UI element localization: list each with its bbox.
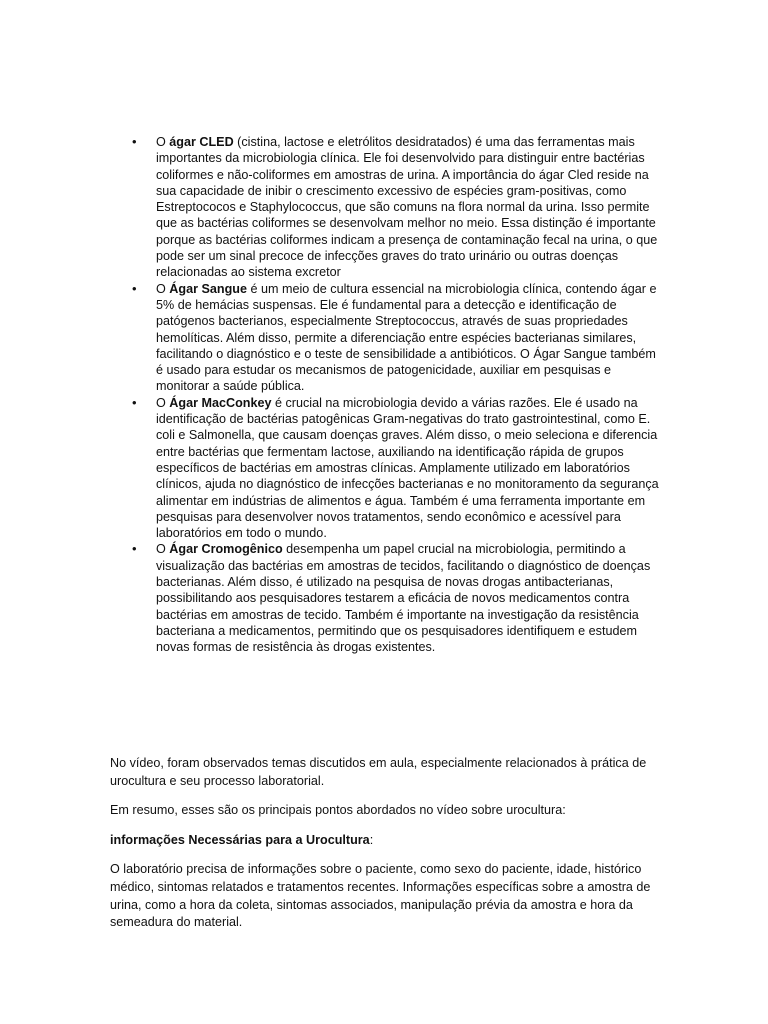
item-description: desempenha um papel crucial na microbiologia, permitindo a visualização das bactérias em amostras de tecidos, facilitando o diagnóstico de doenças bacterianas. Além disso, é utilizado na pesquisa de novas drogas antibacterianas, possibilitando aos pesquisadores testarem a eficácia de novos medicamentos contra bactérias em amostras de tecido. Também é importante na investigação da resistência bacteriana a medicamentos, permitindo que os pesquisadores identifiquem e estudem novas formas de resistência às drogas existentes. (156, 542, 651, 655)
culture-media-list (130, 134, 660, 656)
item-term: Ágar Cromogênico (169, 542, 283, 557)
item-prefix: O (156, 281, 170, 296)
section-heading-text: informações Necessárias para a Urocultura (110, 832, 370, 847)
item-term: Ágar MacConkey (169, 395, 272, 410)
item-prefix: O (156, 542, 170, 557)
lower-text-section (110, 755, 660, 944)
list-item-sangue (130, 281, 660, 395)
bullet-icon: • (132, 280, 137, 296)
paragraph-info: O laboratório precisa de informações sobre o paciente, como sexo do paciente, idade, histórico médico, sintomas relatados e tratamentos recentes. Informações específicas sobre a amostra de urina, como a hora da coleta, sintomas associados, manipulação prévia da amostra e hora da semeadura do material. (110, 862, 651, 930)
bullet-icon: • (132, 541, 137, 557)
item-prefix: O (156, 135, 170, 149)
section-heading-colon: : (369, 832, 374, 847)
paragraph-summary: Em resumo, esses são os principais pontos abordados no vídeo sobre urocultura: (110, 803, 566, 818)
item-description: é crucial na microbiologia devido a várias razões. Ele é usado na identificação de bactérias patogênicas Gram-negativas do trato gastrointestinal, como E. coli e Salmonella, que causam doenças graves. Além disso, o meio seleciona e diferencia entre bactérias que fermentam lactose, auxiliando na identificação rápida de grupos específicos de bactérias em amostras clínicas. Amplamente utilizado em laboratórios clínicos, ajuda no diagnóstico de infecções bacterianas e no monitoramento da segurança alimentar em indústrias de alimentos e água. Também é uma ferramenta importante em pesquisas para desenvolver novos tratamentos, sendo econômico e acessível para laboratórios em todo o mundo. (156, 395, 659, 541)
bullet-icon: • (132, 394, 137, 410)
item-description: é um meio de cultura essencial na microbiologia clínica, contendo ágar e 5% de hemácias suspensas. Ele é fundamental para a detecção e identificação de patógenos bacterianos, especialmente Streptococcus, através de suas propriedades hemolíticas. Além disso, permite a diferenciação entre espécies bacterianas similares, facilitando o diagnóstico e o teste de sensibilidade a antibióticos. O Ágar Sangue também é usado para estudar os mecanismos de patogenicidade, auxiliar em pesquisas e monitorar a saúde pública. (156, 281, 657, 394)
section-heading (110, 832, 660, 850)
list-item-cromogenico (130, 541, 660, 655)
list-item-macconkey (130, 395, 660, 542)
item-term: Ágar Sangue (169, 281, 247, 296)
item-term: ágar CLED (169, 135, 234, 149)
bullet-icon: • (132, 134, 137, 149)
item-prefix: O (156, 395, 170, 410)
paragraph-video: No vídeo, foram observados temas discutidos em aula, especialmente relacionados à prática de urocultura e seu processo laboratorial. (110, 756, 647, 788)
list-item-cled (130, 134, 660, 281)
item-description: (cistina, lactose e eletrólitos desidratados) é uma das ferramentas mais importantes da microbiologia clínica. Ele foi desenvolvido para distinguir entre bactérias coliformes e não-coliformes em amostras de urina. A importância do ágar Cled reside na sua capacidade de inibir o crescimento excessivo de espécies gram-positivas, como Estreptococos e Staphylococcus, que são comuns na flora normal da urina. Isso permite que as bactérias coliformes se desenvolvam melhor no meio. Essa distinção é importante porque as bactérias coliformes indicam a presença de contaminação fecal na urina, o que pode ser um sinal precoce de infecções graves do trato urinário ou outras doenças relacionadas ao sistema excretor (156, 135, 658, 280)
